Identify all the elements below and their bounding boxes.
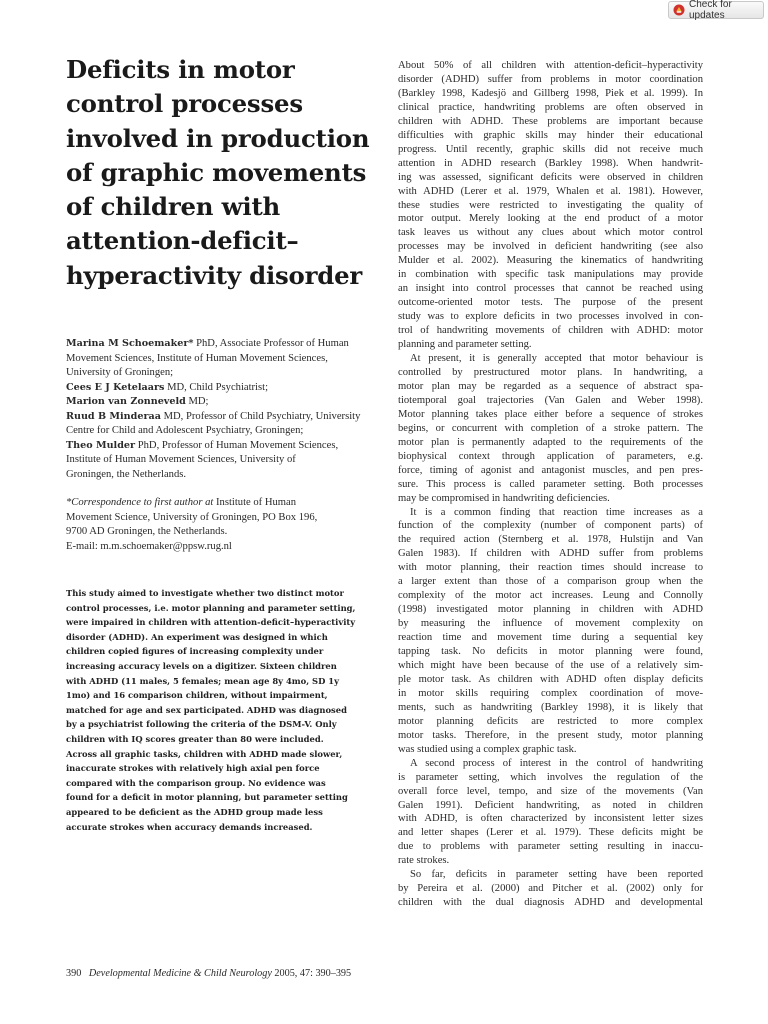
author-line bbox=[66, 410, 370, 425]
body-line: the required action (Sternberg et al. 1978, Hulstijn and Van bbox=[398, 534, 703, 546]
author-list bbox=[66, 337, 370, 482]
body-line: with ADHD (Lerer et al. 1979, Whalen et al. 1981). However, bbox=[398, 185, 703, 197]
title-line: of children with bbox=[66, 192, 281, 222]
author-line bbox=[66, 395, 370, 410]
author-affiliation: Centre for Child and Adolescent Psychiatry, Groningen; bbox=[66, 425, 304, 437]
body-line: progress. Until recently, graphic skills did not receive much bbox=[398, 143, 703, 155]
body-line: study was to explore deficits in two processes involved in con- bbox=[398, 311, 703, 323]
abstract-line: increasing accuracy levels on a digitizer. Sixteen children bbox=[66, 660, 337, 671]
abstract-line: Across all graphic tasks, children with ADHD made slower, bbox=[66, 748, 343, 759]
check-for-updates-button[interactable] bbox=[668, 1, 764, 19]
abstract-line: children copied figures of increasing complexity under bbox=[66, 646, 324, 657]
body-line: Mulder et al. 2002). Measuring the kinematics of handwriting bbox=[398, 255, 703, 267]
body-line: sure. This process is called parameter setting. Both processes bbox=[398, 478, 703, 490]
body-line: motor planning deficits are restricted to more complex bbox=[398, 715, 703, 727]
body-line: force, timing of agonist and antagonist muscles, and pen pres- bbox=[398, 464, 703, 476]
body-line: these studies were restricted to investigating the quality of bbox=[398, 199, 703, 211]
correspondence-line bbox=[66, 525, 370, 540]
author-line bbox=[66, 381, 370, 396]
body-line: tapping task. No deficits in motor planning were found, bbox=[398, 646, 703, 658]
body-line: attention in ADHD research (Barkley 1998). When handwrit- bbox=[398, 157, 703, 169]
author-affiliation: MD; bbox=[185, 396, 209, 408]
body-line: overall force level, tempo, and size of the movements (Van bbox=[398, 785, 703, 797]
body-line: may be compromised in handwriting deficiencies. bbox=[398, 492, 610, 504]
body-line: with motor planning, their reaction times should increase to bbox=[398, 562, 703, 574]
correspondence-line bbox=[66, 540, 370, 555]
body-line: motor tasks. Therefore, in the present study, motor planning bbox=[398, 729, 703, 741]
body-line: children with the dual diagnosis ADHD and developmental bbox=[398, 897, 703, 909]
abstract-line: disorder (ADHD). An experiment was designed in which bbox=[66, 631, 328, 642]
body-line: biophysical context through application of parameters, e.g. bbox=[398, 450, 703, 462]
body-text bbox=[398, 59, 703, 910]
body-line: ple motor task. As children with ADHD often display deficits bbox=[398, 673, 703, 685]
body-line: So far, deficits in parameter setting have been reported bbox=[410, 869, 703, 881]
body-line: disorder (ADHD) suffer from problems in motor coordination bbox=[398, 73, 703, 85]
body-line: planning and parameter setting. bbox=[398, 339, 532, 351]
body-line: ments, such as handwriting (Barkley 1998), it is likely that bbox=[398, 701, 703, 713]
body-line: function of the complexity (number of component parts) of bbox=[398, 520, 703, 532]
body-line: complexity of the motor act increases. Leung and Connolly bbox=[398, 590, 703, 602]
body-line: A second process of interest in the control of handwriting bbox=[410, 757, 703, 769]
body-line: a larger extent than those of a comparison group when the bbox=[398, 576, 703, 588]
page-number: 390 bbox=[66, 968, 82, 979]
page-footer bbox=[66, 968, 351, 979]
body-line: processes may be involved in deficient handwriting (see also bbox=[398, 241, 703, 253]
correspondence-text: Movement Science, University of Groningen, PO Box 196, bbox=[66, 511, 318, 523]
body-line: difficulties with graphic skills may hinder their educational bbox=[398, 129, 703, 141]
body-line: task leaves us without any clues about which motor control bbox=[398, 227, 703, 239]
abstract-line: matched for age and sex participated. ADHD was diagnosed bbox=[66, 704, 347, 715]
author-affiliation: PhD, Associate Professor of Human bbox=[193, 338, 349, 350]
abstract-line: inaccurate strokes with relatively high axial pen force bbox=[66, 763, 320, 774]
left-column bbox=[66, 53, 370, 554]
body-line: which might have been because of the use of a relatively sim- bbox=[398, 659, 703, 671]
body-line: At present, it is generally accepted that motor behaviour is bbox=[410, 353, 703, 365]
correspondence-line bbox=[66, 496, 370, 511]
body-line: It is a common finding that reaction time increases as a bbox=[410, 506, 703, 518]
title-line: control processes bbox=[66, 89, 303, 119]
abstract-line: with ADHD (11 males, 5 females; mean age 8y 4mo, SD 1y bbox=[66, 675, 339, 686]
citation: 2005, 47: 390–395 bbox=[274, 968, 352, 979]
author-line bbox=[66, 352, 370, 367]
author-line bbox=[66, 439, 370, 454]
correspondence-line bbox=[66, 511, 370, 526]
body-line: Galen 1991). Deficient handwriting, as noted in children bbox=[398, 799, 703, 811]
body-line: motor plan is permanently adapted to the requirements of the bbox=[398, 436, 703, 448]
title-line: involved in production bbox=[66, 123, 370, 153]
abstract-line: 1mo) and 16 comparison children, without impairment, bbox=[66, 690, 328, 701]
body-line: and letter shapes (Lerer et al. 1979). These deficits might be bbox=[398, 827, 703, 839]
body-line: (1998) investigated motor planning in children with ADHD bbox=[398, 604, 703, 616]
title-line: Deficits in motor bbox=[66, 55, 295, 84]
body-line: Motor planning takes place either before a sequence of strokes bbox=[398, 408, 703, 420]
badge-label: Check for updates bbox=[689, 0, 732, 21]
body-line: trol of handwriting movements of children with ADHD: motor bbox=[398, 325, 703, 337]
body-line: by Pereira et al. (2000) and Pitcher et al. (2002) only for bbox=[398, 883, 703, 895]
body-line: due to problems with parameter setting resulting in inaccu- bbox=[398, 841, 703, 853]
body-line: rate strokes. bbox=[398, 855, 450, 867]
body-line: in motor skills requiring complex coordination of move- bbox=[398, 687, 703, 699]
author-line bbox=[66, 424, 370, 439]
abstract-line: found for a deficit in motor planning, but parameter setting bbox=[66, 792, 348, 803]
correspondence-text: 9700 AD Groningen, the Netherlands. bbox=[66, 526, 228, 538]
author-line bbox=[66, 453, 370, 468]
body-line: motor plan may be regarded as a sequence of abstract spa- bbox=[398, 380, 703, 392]
author-name: Theo Mulder bbox=[66, 439, 136, 451]
body-line: reaction time and movement time during a sequential key bbox=[398, 632, 703, 644]
author-affiliation: Institute of Human Movement Sciences, University of bbox=[66, 454, 296, 466]
body-line: controlled by prestructured motor plans. In handwriting, a bbox=[398, 366, 703, 378]
abstract-line: by a psychiatrist following the criteria of the DSM-V. Only bbox=[66, 719, 337, 730]
author-affiliation: MD, Child Psychiatrist; bbox=[164, 381, 269, 393]
body-line: clinical practice, handwriting problems are often observed in bbox=[398, 101, 703, 113]
journal-name: Developmental Medicine & Child Neurology bbox=[88, 968, 272, 979]
author-affiliation: Groningen, the Netherlands. bbox=[66, 468, 187, 480]
abstract-line: accurate strokes when accuracy demands increased. bbox=[66, 821, 313, 832]
abstract-line: This study aimed to investigate whether two distinct motor bbox=[66, 588, 344, 598]
body-line: outcome-oriented motor tests. The purpose of the present bbox=[398, 297, 703, 309]
author-name: Cees E J Ketelaars bbox=[66, 381, 165, 393]
author-line bbox=[66, 366, 370, 381]
body-line: with ADHD, is often characterized by inconsistent letter sizes bbox=[398, 813, 703, 825]
abstract-line: were impaired in children with attention-deficit–hyperactivity bbox=[66, 617, 356, 628]
author-affiliation: PhD, Professor of Human Movement Sciences, bbox=[135, 439, 339, 451]
title-line: hyperactivity disorder bbox=[66, 260, 363, 290]
body-line: tiotemporal goal trajectories (Van Galen and Weber 1998). bbox=[398, 394, 703, 406]
body-line: motor output. Merely looking at the end product of a motor bbox=[398, 213, 703, 225]
correspondence-text: E-mail: m.m.schoemaker@ppsw.rug.nl bbox=[66, 540, 232, 552]
body-line: ing was assessed, significant deficits were observed in children bbox=[398, 171, 703, 183]
body-line: About 50% of all children with attention-deficit–hyperactivity bbox=[398, 60, 703, 71]
author-affiliation: MD, Professor of Child Psychiatry, University bbox=[160, 410, 361, 422]
author-line bbox=[66, 337, 370, 352]
abstract-line: children with IQ scores greater than 80 were included. bbox=[66, 733, 324, 744]
correspondence-text: Institute of Human bbox=[213, 497, 297, 509]
body-line: is parameter setting, which involves the regulation of the bbox=[398, 771, 703, 783]
abstract-line: appeared to be deficient as the ADHD group made less bbox=[66, 806, 323, 817]
title-line: attention-deficit– bbox=[66, 226, 299, 256]
abstract-line: control processes, i.e. motor planning and parameter setting, bbox=[66, 602, 356, 613]
author-line bbox=[66, 468, 370, 483]
correspondence bbox=[66, 496, 370, 554]
body-line: Galen 1983). If children with ADHD suffer from problems bbox=[398, 548, 703, 560]
abstract bbox=[66, 586, 376, 834]
crossmark-icon bbox=[673, 4, 685, 16]
body-line: children with ADHD. These problems are important because bbox=[398, 115, 703, 127]
body-line: by measuring the influence of movement complexity on bbox=[398, 618, 703, 630]
author-name: Marion van Zonneveld bbox=[66, 396, 186, 408]
body-line: was studied using a complex graphic task. bbox=[398, 743, 577, 755]
article-title bbox=[66, 53, 370, 293]
author-name: Marina M Schoemaker* bbox=[66, 338, 194, 350]
author-affiliation: University of Groningen; bbox=[66, 367, 174, 379]
body-line: in combination with specific task manipulations may provide bbox=[398, 269, 703, 281]
correspondence-label: *Correspondence to first author at bbox=[66, 497, 214, 509]
body-line: an insight into control processes that cannot be reached using bbox=[398, 283, 703, 295]
title-line: of graphic movements bbox=[66, 157, 367, 187]
abstract-line: compared with the comparison group. No evidence was bbox=[66, 777, 326, 788]
body-line: (Barkley 1998, Kadesjö and Gillberg 1998, Piek et al. 1999). In bbox=[398, 87, 703, 99]
author-affiliation: Movement Sciences, Institute of Human Movement Sciences, bbox=[66, 352, 328, 364]
body-line: begins, or concurrent with completion of a stroke pattern. The bbox=[398, 422, 703, 434]
author-name: Ruud B Minderaa bbox=[66, 410, 161, 422]
